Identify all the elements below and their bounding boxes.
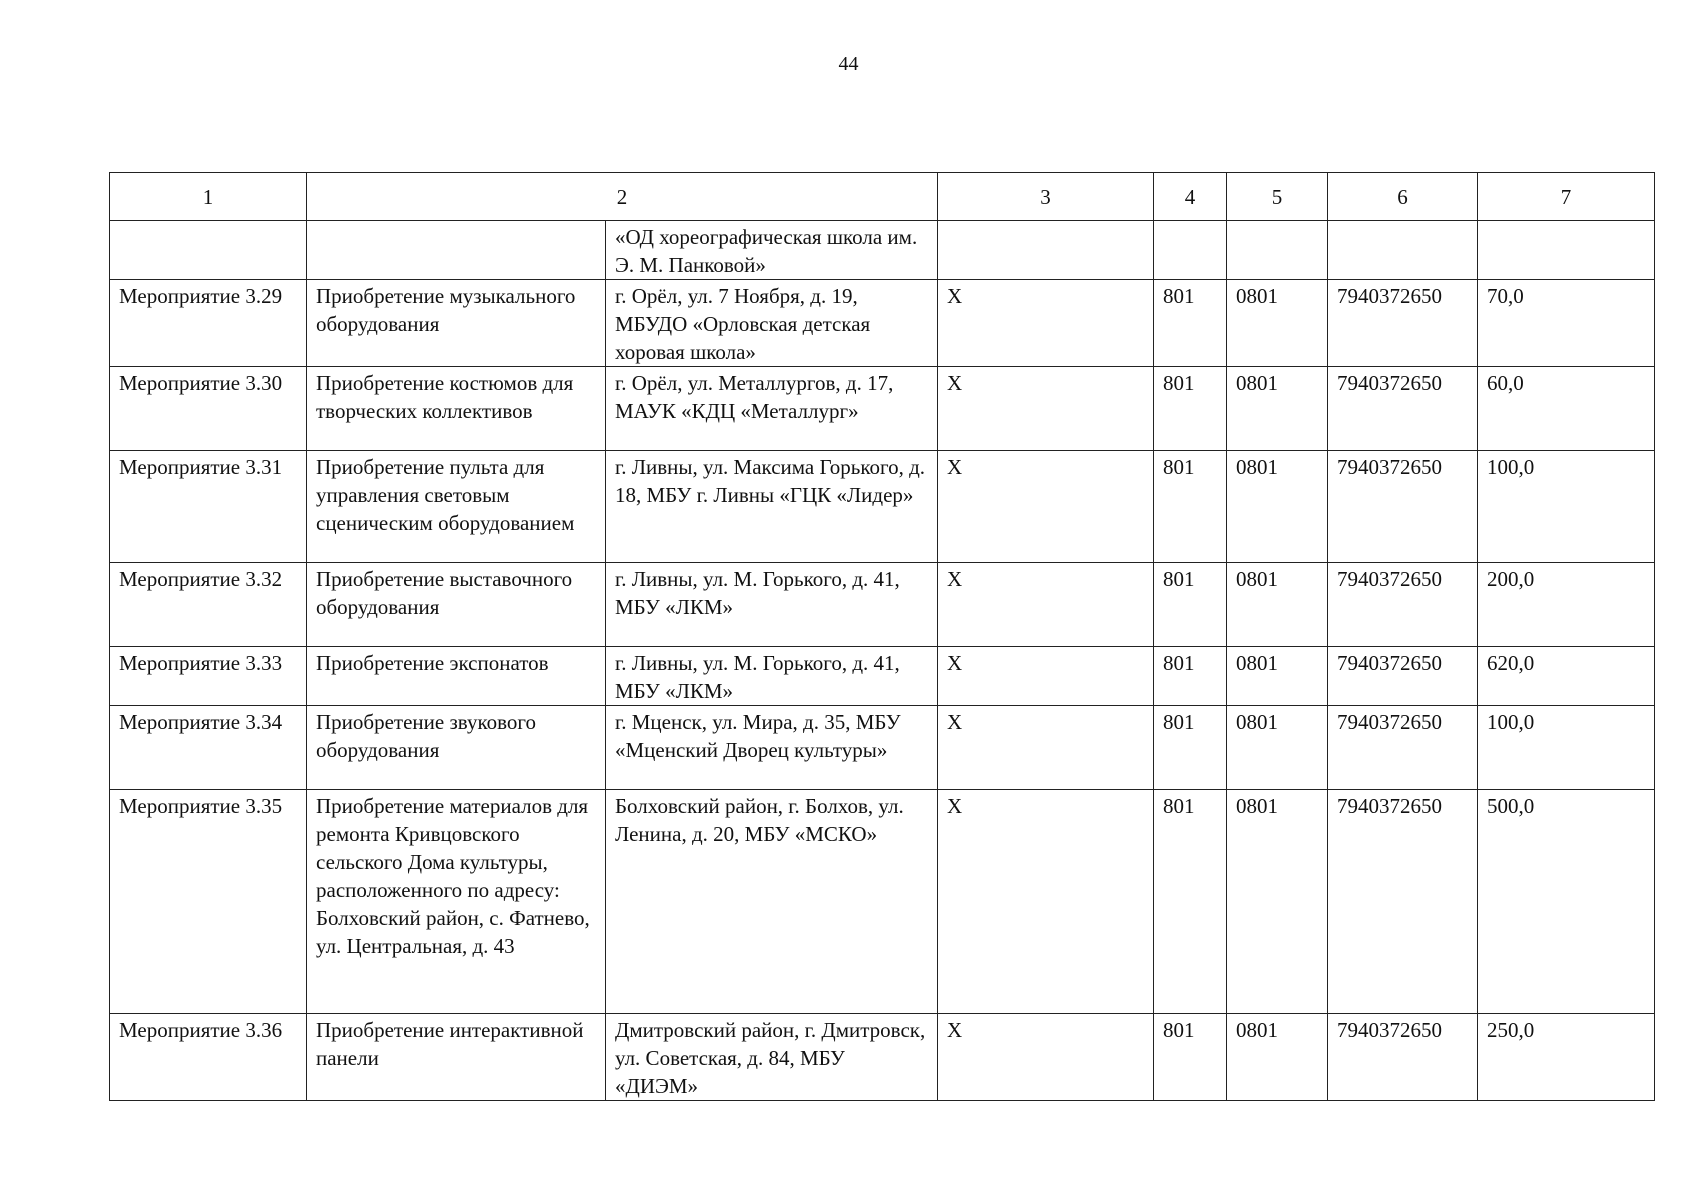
header-col-1: 1 <box>110 173 307 221</box>
cell-col-4: 801 <box>1154 706 1227 790</box>
cell-event-id: Мероприятие 3.29 <box>110 280 307 367</box>
cell-address: г. Орёл, ул. Металлургов, д. 17, МАУК «КДЦ «Металлург» <box>606 367 938 451</box>
cell-col-5: 0801 <box>1227 1014 1328 1101</box>
cell-col-6: 7940372650 <box>1328 647 1478 706</box>
cell-col-6: 7940372650 <box>1328 280 1478 367</box>
cell-event-id: Мероприятие 3.30 <box>110 367 307 451</box>
table-body <box>110 221 1655 1101</box>
cell-amount: 100,0 <box>1478 451 1655 563</box>
cell-event-id: Мероприятие 3.32 <box>110 563 307 647</box>
cell-col-3: Х <box>938 706 1154 790</box>
cell-col-4: 801 <box>1154 280 1227 367</box>
cell-col-5: 0801 <box>1227 706 1328 790</box>
cell-col-6: 7940372650 <box>1328 563 1478 647</box>
cell-event-id: Мероприятие 3.35 <box>110 790 307 1014</box>
cell-amount: 620,0 <box>1478 647 1655 706</box>
cell-amount: 500,0 <box>1478 790 1655 1014</box>
cell-col-6: 7940372650 <box>1328 451 1478 563</box>
header-col-3: 3 <box>938 173 1154 221</box>
cell-event-id: Мероприятие 3.33 <box>110 647 307 706</box>
cell-amount: 100,0 <box>1478 706 1655 790</box>
cell-event-name: Приобретение костюмов для творческих коллективов <box>307 367 606 451</box>
cell-col-3: Х <box>938 1014 1154 1101</box>
header-col-4: 4 <box>1154 173 1227 221</box>
cell-address: Дмитровский район, г. Дмитровск, ул. Советская, д. 84, МБУ «ДИЭМ» <box>606 1014 938 1101</box>
cell-amount: 60,0 <box>1478 367 1655 451</box>
cell-col-4: 801 <box>1154 451 1227 563</box>
table-header <box>110 173 1655 221</box>
cell-col-3: Х <box>938 367 1154 451</box>
table-row-continuation <box>110 221 1655 280</box>
cell-col-6: 7940372650 <box>1328 1014 1478 1101</box>
header-col-7: 7 <box>1478 173 1655 221</box>
cell-event-name: Приобретение звукового оборудования <box>307 706 606 790</box>
cell-amount: 200,0 <box>1478 563 1655 647</box>
header-col-6: 6 <box>1328 173 1478 221</box>
cell-address: г. Ливны, ул. М. Горького, д. 41, МБУ «ЛКМ» <box>606 647 938 706</box>
continuation-cell: «ОД хореографическая школа им. Э. М. Панковой» <box>606 221 938 280</box>
cell-col-5: 0801 <box>1227 790 1328 1014</box>
table-row <box>110 706 1655 790</box>
cell-event-name: Приобретение материалов для ремонта Кривцовского сельского Дома культуры, расположенного по адресу: Болховский район, с. Фатнево, ул. Центральная, д. 43 <box>307 790 606 1014</box>
cell-col-4: 801 <box>1154 1014 1227 1101</box>
cell-col-3: Х <box>938 451 1154 563</box>
cell-address: г. Ливны, ул. Максима Горького, д. 18, МБУ г. Ливны «ГЦК «Лидер» <box>606 451 938 563</box>
cell-col-4: 801 <box>1154 790 1227 1014</box>
cell-col-5: 0801 <box>1227 280 1328 367</box>
cell-col-4: 801 <box>1154 647 1227 706</box>
table-row <box>110 367 1655 451</box>
cell-event-id: Мероприятие 3.34 <box>110 706 307 790</box>
cell-event-id: Мероприятие 3.31 <box>110 451 307 563</box>
cell-col-5: 0801 <box>1227 647 1328 706</box>
cell-event-name: Приобретение экспонатов <box>307 647 606 706</box>
cell-event-id: Мероприятие 3.36 <box>110 1014 307 1101</box>
cell-event-name: Приобретение интерактивной панели <box>307 1014 606 1101</box>
cell-col-5: 0801 <box>1227 563 1328 647</box>
table-row <box>110 280 1655 367</box>
cell-address: Болховский район, г. Болхов, ул. Ленина, д. 20, МБУ «МСКО» <box>606 790 938 1014</box>
table-row <box>110 563 1655 647</box>
header-col-2: 2 <box>307 173 938 221</box>
cell-event-name: Приобретение музыкального оборудования <box>307 280 606 367</box>
cell-address: г. Мценск, ул. Мира, д. 35, МБУ «Мценский Дворец культуры» <box>606 706 938 790</box>
table-row <box>110 451 1655 563</box>
cell-col-5: 0801 <box>1227 451 1328 563</box>
cell-amount: 70,0 <box>1478 280 1655 367</box>
cell-col-4: 801 <box>1154 563 1227 647</box>
table-row <box>110 790 1655 1014</box>
cell-address: г. Орёл, ул. 7 Ноября, д. 19, МБУДО «Орловская детская хоровая школа» <box>606 280 938 367</box>
page-number: 44 <box>838 53 859 75</box>
cell-col-3: Х <box>938 563 1154 647</box>
table-row <box>110 1014 1655 1101</box>
header-col-5: 5 <box>1227 173 1328 221</box>
cell-col-6: 7940372650 <box>1328 706 1478 790</box>
cell-address: г. Ливны, ул. М. Горького, д. 41, МБУ «ЛКМ» <box>606 563 938 647</box>
budget-table <box>109 172 1655 1101</box>
cell-col-6: 7940372650 <box>1328 790 1478 1014</box>
table-row <box>110 647 1655 706</box>
cell-col-5: 0801 <box>1227 367 1328 451</box>
cell-col-3: Х <box>938 647 1154 706</box>
cell-amount: 250,0 <box>1478 1014 1655 1101</box>
cell-col-6: 7940372650 <box>1328 367 1478 451</box>
cell-col-4: 801 <box>1154 367 1227 451</box>
cell-col-3: Х <box>938 790 1154 1014</box>
cell-event-name: Приобретение выставочного оборудования <box>307 563 606 647</box>
cell-col-3: Х <box>938 280 1154 367</box>
cell-event-name: Приобретение пульта для управления световым сценическим оборудованием <box>307 451 606 563</box>
